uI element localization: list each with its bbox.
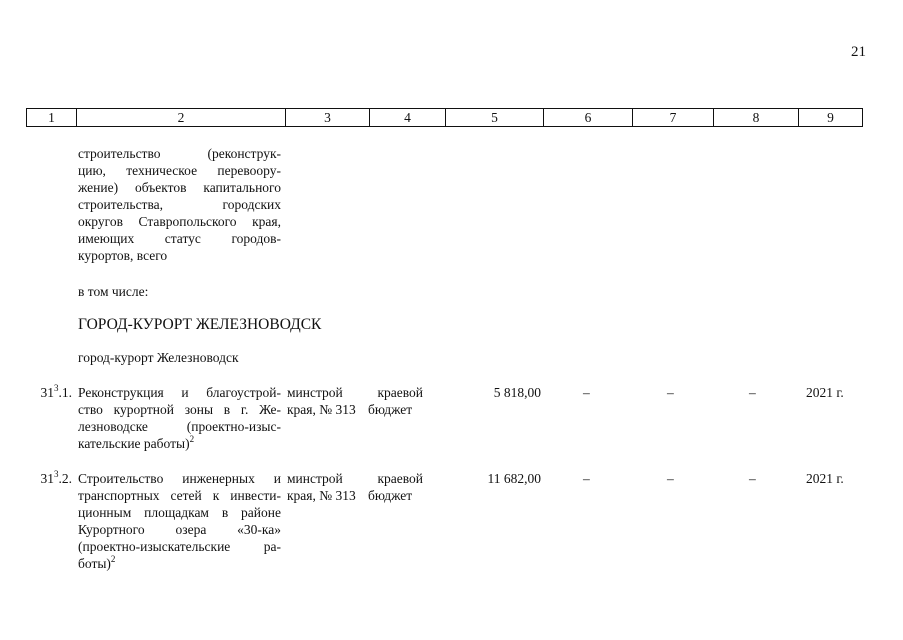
in-total-label: в том числе: [78,284,149,299]
row-description [78,384,281,452]
region-heading: ГОРОД-КУРОРТ ЖЕЛЕЗНОВОДСК [78,316,322,333]
header-col-8: 8 [714,109,799,127]
header-col-4: 4 [370,109,446,127]
desc-line: ство курортной зоны в г. Же- [78,402,281,417]
desc-line: лезноводске (проектно-изыс- [78,419,281,434]
row-year: 2021 г. [806,471,844,486]
header-col-1: 1 [27,109,77,127]
column-number-header [26,108,863,127]
intro-line: строительства, городских [78,197,281,212]
intro-line: имеющих статус городов- [78,231,281,246]
intro-line: жение) объектов капитального [78,180,281,195]
desc-line: боты)$^2$ [78,553,116,571]
desc-line: Реконструкция и благоустрой- [78,385,281,400]
intro-line: курортов, всего [78,248,168,263]
row-col6: – [583,471,590,486]
header-col-9: 9 [799,109,863,127]
row-number: $31^3.1$. [40,382,72,400]
desc-line: Строительство инженерных и [78,471,281,486]
header-col-6: 6 [544,109,633,127]
desc-line: (проектно-изыскательские ра- [78,539,281,554]
row-col7: – [667,471,674,486]
desc-line: транспортных сетей к инвести- [78,488,281,503]
row-col8: – [749,385,756,400]
header-col-5: 5 [446,109,544,127]
row-funding-source: краевой бюджет [368,385,423,417]
row-amount: 11 682,00 [487,471,541,486]
intro-line: округов Ставропольского края, [78,214,281,229]
row-amount: 5 818,00 [493,385,541,400]
row-description [78,470,281,572]
header-col-2: 2 [77,109,286,127]
row-col7: – [667,385,674,400]
desc-line: кательские работы)$^2$ [78,433,195,451]
desc-line: ционным площадкам в районе [78,505,281,520]
row-year: 2021 г. [806,385,844,400]
intro-text [78,145,281,264]
row-col8: – [749,471,756,486]
header-col-3: 3 [286,109,370,127]
row-number: $31^3.2$. [40,468,72,486]
intro-line: цию, техническое перевоору- [78,163,281,178]
page-number: 21 [851,44,866,60]
row-executor: минстрой края, № 313 [287,385,356,417]
row-executor: минстрой края, № 313 [287,471,356,503]
header-col-7: 7 [633,109,714,127]
municipality-name: город-курорт Железноводск [78,350,239,365]
row-col6: – [583,385,590,400]
row-funding-source: краевой бюджет [368,471,423,503]
desc-line: Курортного озера «30-ка» [78,522,281,537]
intro-line: строительство (реконструк- [78,146,281,161]
